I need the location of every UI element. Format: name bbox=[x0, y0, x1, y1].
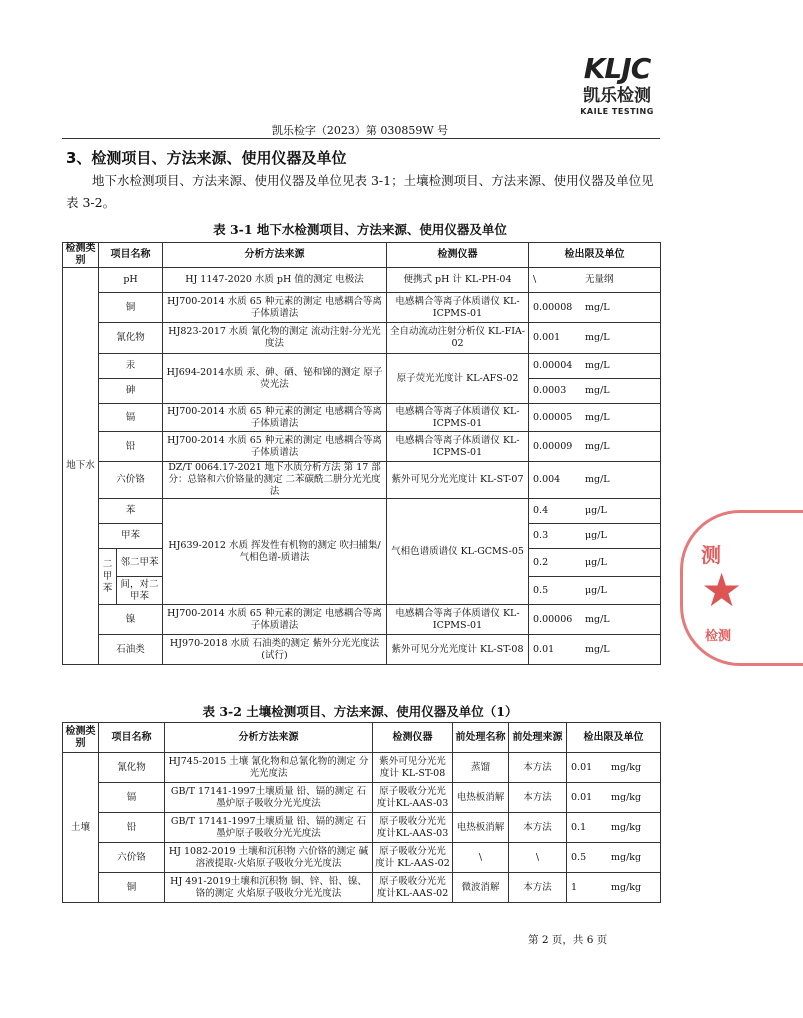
method-cell: DZ/T 0064.17-2021 地下水质分析方法 第 17 部分：总铬和六价铬量的测定 二苯碳酰二肼分光光度法 bbox=[163, 462, 387, 499]
method-cell: GB/T 17141-1997土壤质量 铅、镉的测定 石墨炉原子吸收分光光度法 bbox=[165, 783, 373, 813]
logo-cn: 凯乐检测 bbox=[583, 86, 651, 106]
limit-value: 1 bbox=[571, 881, 578, 893]
limit-cell bbox=[567, 843, 661, 873]
limit-unit: 无量纲 bbox=[585, 274, 614, 285]
limit-value: 0.01 bbox=[571, 761, 593, 773]
instrument-cell: 电感耦合等离子体质谱仪 KL-ICPMS-01 bbox=[387, 293, 529, 323]
header-pre-source: 前处理来源 bbox=[509, 723, 567, 753]
limit-unit: mg/L bbox=[585, 613, 610, 625]
item-name: 氰化物 bbox=[99, 753, 165, 783]
limit-cell bbox=[529, 605, 661, 635]
instrument-cell: 原子吸收分光光度计KL-AAS-03 bbox=[373, 783, 453, 813]
instrument-cell: 原子荧光光度计 KL-AFS-02 bbox=[387, 354, 529, 404]
limit-cell bbox=[529, 404, 661, 432]
group-cell: 二甲苯 bbox=[99, 549, 117, 605]
inspection-stamp bbox=[680, 510, 803, 666]
method-cell: HJ970-2018 水质 石油类的测定 紫外分光光度法(试行) bbox=[163, 635, 387, 665]
table-row bbox=[63, 354, 661, 379]
limit-value: 0.0003 bbox=[533, 385, 567, 396]
logo-en: KAILE TESTING bbox=[580, 107, 654, 116]
table-row bbox=[63, 843, 661, 873]
table-row bbox=[63, 635, 661, 665]
table2-caption: 表 3-2 土壤检测项目、方法来源、使用仪器及单位（1） bbox=[202, 704, 518, 719]
method-cell: HJ639-2012 水质 挥发性有机物的测定 吹扫捕集/气相色谱-质谱法 bbox=[163, 499, 387, 605]
limit-unit: mg/L bbox=[585, 411, 610, 423]
pre-name-cell: 电热板消解 bbox=[453, 813, 509, 843]
instrument-cell: 电感耦合等离子体质谱仪 KL-ICPMS-01 bbox=[387, 605, 529, 635]
item-name: 镍 bbox=[99, 605, 163, 635]
table-row bbox=[63, 432, 661, 462]
category-cell: 土壤 bbox=[63, 753, 99, 903]
item-name: 汞 bbox=[99, 354, 163, 379]
soil-table bbox=[62, 722, 661, 903]
instrument-cell: 电感耦合等离子体质谱仪 KL-ICPMS-01 bbox=[387, 432, 529, 462]
limit-unit: μg/L bbox=[585, 556, 607, 568]
limit-value: 0.00005 bbox=[533, 411, 573, 423]
limit-value: \ bbox=[533, 274, 537, 285]
limit-unit: μg/L bbox=[585, 530, 607, 541]
limit-unit: μg/L bbox=[585, 584, 607, 596]
table-row bbox=[63, 323, 661, 354]
limit-unit: μg/L bbox=[585, 505, 607, 516]
limit-value: 0.00008 bbox=[533, 301, 573, 313]
method-cell: HJ700-2014 水质 65 种元素的测定 电感耦合等离子体质谱法 bbox=[163, 404, 387, 432]
pre-name-cell: \ bbox=[453, 843, 509, 873]
item-name: 镉 bbox=[99, 404, 163, 432]
limit-unit: mg/L bbox=[585, 332, 610, 343]
instrument-cell: 紫外可见分光光度计 KL-ST-08 bbox=[373, 753, 453, 783]
item-name: 间，对二甲苯 bbox=[117, 577, 163, 605]
item-name: 六价铬 bbox=[99, 462, 163, 499]
limit-value: 0.00009 bbox=[533, 440, 573, 452]
limit-value: 0.001 bbox=[533, 332, 561, 343]
method-cell: HJ 491-2019土壤和沉积物 铜、锌、铅、镍、铬的测定 火焰原子吸收分光光度法 bbox=[165, 873, 373, 903]
limit-cell bbox=[529, 268, 661, 293]
logo-mark: KLJC bbox=[583, 52, 651, 85]
header-rule bbox=[62, 138, 660, 139]
item-name: 砷 bbox=[99, 379, 163, 404]
header-instrument: 检测仪器 bbox=[373, 723, 453, 753]
limit-value: 0.00004 bbox=[533, 360, 573, 371]
header-method: 分析方法来源 bbox=[165, 723, 373, 753]
item-name: 氰化物 bbox=[99, 323, 163, 354]
limit-unit: mg/L bbox=[585, 360, 610, 371]
limit-cell bbox=[529, 354, 661, 379]
pre-name-cell: 蒸馏 bbox=[453, 753, 509, 783]
table1-caption: 表 3-1 地下水检测项目、方法来源、使用仪器及单位 bbox=[213, 222, 507, 237]
instrument-cell: 气相色谱质谱仪 KL-GCMS-05 bbox=[387, 499, 529, 605]
stamp-text-top: 测 bbox=[701, 543, 721, 567]
limit-cell bbox=[529, 577, 661, 605]
limit-cell bbox=[567, 873, 661, 903]
pre-source-cell: \ bbox=[509, 843, 567, 873]
method-cell: HJ694-2014水质 汞、砷、硒、铋和锑的测定 原子荧光法 bbox=[163, 354, 387, 404]
limit-unit: mg/L bbox=[585, 643, 610, 655]
stamp-text-bottom: 检测 bbox=[705, 629, 732, 644]
limit-unit: mg/L bbox=[585, 385, 610, 396]
header-method: 分析方法来源 bbox=[163, 243, 387, 268]
method-cell: HJ 1147-2020 水质 pH 值的测定 电极法 bbox=[163, 268, 387, 293]
limit-cell bbox=[529, 462, 661, 499]
instrument-cell: 电感耦合等离子体质谱仪 KL-ICPMS-01 bbox=[387, 404, 529, 432]
limit-unit: mg/kg bbox=[611, 761, 642, 773]
method-cell: GB/T 17141-1997土壤质量 铅、镉的测定 石墨炉原子吸收分光光度法 bbox=[165, 813, 373, 843]
pre-source-cell: 本方法 bbox=[509, 873, 567, 903]
limit-unit: mg/L bbox=[585, 474, 610, 485]
item-name: 邻二甲苯 bbox=[117, 549, 163, 577]
table-row bbox=[63, 813, 661, 843]
limit-value: 0.01 bbox=[533, 643, 555, 655]
item-name: 铅 bbox=[99, 813, 165, 843]
header-limit: 检出限及单位 bbox=[529, 243, 661, 268]
limit-unit: mg/kg bbox=[611, 851, 642, 863]
instrument-cell: 原子吸收分光光度计KL-AAS-02 bbox=[373, 873, 453, 903]
method-cell: HJ745-2015 土壤 氰化物和总氰化物的测定 分光光度法 bbox=[165, 753, 373, 783]
limit-cell bbox=[529, 293, 661, 323]
header-category: 检测类别 bbox=[63, 243, 99, 268]
table-row bbox=[63, 499, 661, 524]
instrument-cell: 原子吸收分光光度计 KL-AAS-02 bbox=[373, 843, 453, 873]
limit-cell bbox=[529, 432, 661, 462]
category-cell: 地下水 bbox=[63, 268, 99, 665]
table-row bbox=[63, 268, 661, 293]
header-item: 项目名称 bbox=[99, 243, 163, 268]
company-logo bbox=[574, 54, 660, 116]
method-cell: HJ700-2014 水质 65 种元素的测定 电感耦合等离子体质谱法 bbox=[163, 605, 387, 635]
method-cell: HJ 1082-2019 土壤和沉积物 六价铬的测定 碱溶液提取-火焰原子吸收分光光度法 bbox=[165, 843, 373, 873]
instrument-cell: 紫外可见分光光度计 KL-ST-08 bbox=[387, 635, 529, 665]
limit-cell bbox=[529, 379, 661, 404]
limit-cell bbox=[529, 323, 661, 354]
limit-cell bbox=[529, 524, 661, 549]
pre-source-cell: 本方法 bbox=[509, 813, 567, 843]
table-row bbox=[63, 404, 661, 432]
limit-value: 0.3 bbox=[533, 530, 549, 541]
table-header-row bbox=[63, 243, 661, 268]
header-category: 检测类别 bbox=[63, 723, 99, 753]
header-item: 项目名称 bbox=[99, 723, 165, 753]
header-limit: 检出限及单位 bbox=[567, 723, 661, 753]
item-name: 铜 bbox=[99, 873, 165, 903]
table-row bbox=[63, 753, 661, 783]
limit-value: 0.00006 bbox=[533, 613, 573, 625]
method-cell: HJ700-2014 水质 65 种元素的测定 电感耦合等离子体质谱法 bbox=[163, 293, 387, 323]
limit-value: 0.2 bbox=[533, 556, 549, 568]
limit-cell bbox=[567, 813, 661, 843]
limit-unit: mg/L bbox=[585, 301, 610, 313]
limit-value: 0.01 bbox=[571, 791, 593, 803]
table-row bbox=[63, 605, 661, 635]
instrument-cell: 全自动流动注射分析仪 KL-FIA-02 bbox=[387, 323, 529, 354]
limit-unit: mg/kg bbox=[611, 881, 642, 893]
item-name: 石油类 bbox=[99, 635, 163, 665]
item-name: 镉 bbox=[99, 783, 165, 813]
limit-cell bbox=[567, 753, 661, 783]
item-name: 铅 bbox=[99, 432, 163, 462]
doc-number: 凯乐检字（2023）第 030859W 号 bbox=[271, 124, 449, 137]
instrument-cell: 原子吸收分光光度计KL-AAS-03 bbox=[373, 813, 453, 843]
limit-value: 0.004 bbox=[533, 474, 561, 485]
instrument-cell: 紫外可见分光光度计 KL-ST-07 bbox=[387, 462, 529, 499]
method-cell: HJ700-2014 水质 65 种元素的测定 电感耦合等离子体质谱法 bbox=[163, 432, 387, 462]
method-cell: HJ823-2017 水质 氰化物的测定 流动注射-分光光度法 bbox=[163, 323, 387, 354]
table-header-row bbox=[63, 723, 661, 753]
limit-unit: mg/L bbox=[585, 440, 610, 452]
header-instrument: 检测仪器 bbox=[387, 243, 529, 268]
pre-name-cell: 电热板消解 bbox=[453, 783, 509, 813]
instrument-cell: 便携式 pH 计 KL-PH-04 bbox=[387, 268, 529, 293]
item-name: 六价铬 bbox=[99, 843, 165, 873]
section-paragraph: 地下水检测项目、方法来源、使用仪器及单位见表 3-1；土壤检测项目、方法来源、使用仪器及单位见表 3-2。 bbox=[66, 173, 654, 210]
limit-value: 0.1 bbox=[571, 821, 587, 833]
limit-cell bbox=[529, 635, 661, 665]
item-name: 甲苯 bbox=[99, 524, 163, 549]
limit-value: 0.4 bbox=[533, 505, 549, 516]
section-title: 3、检测项目、方法来源、使用仪器及单位 bbox=[66, 149, 347, 167]
table-row bbox=[63, 462, 661, 499]
pre-source-cell: 本方法 bbox=[509, 753, 567, 783]
limit-cell bbox=[567, 783, 661, 813]
star-icon: ★ bbox=[701, 563, 743, 617]
header-pre-name: 前处理名称 bbox=[453, 723, 509, 753]
limit-unit: mg/kg bbox=[611, 821, 642, 833]
table-row bbox=[63, 783, 661, 813]
item-name: 铜 bbox=[99, 293, 163, 323]
pre-name-cell: 微波消解 bbox=[453, 873, 509, 903]
table-row bbox=[63, 873, 661, 903]
table-row bbox=[63, 293, 661, 323]
limit-cell bbox=[529, 499, 661, 524]
limit-value: 0.5 bbox=[571, 851, 587, 863]
item-name: 苯 bbox=[99, 499, 163, 524]
limit-value: 0.5 bbox=[533, 584, 549, 596]
groundwater-table bbox=[62, 242, 661, 665]
page-number: 第 2 页，共 6 页 bbox=[528, 934, 608, 946]
limit-cell bbox=[529, 549, 661, 577]
pre-source-cell: 本方法 bbox=[509, 783, 567, 813]
item-name: pH bbox=[99, 268, 163, 293]
limit-unit: mg/kg bbox=[611, 791, 642, 803]
